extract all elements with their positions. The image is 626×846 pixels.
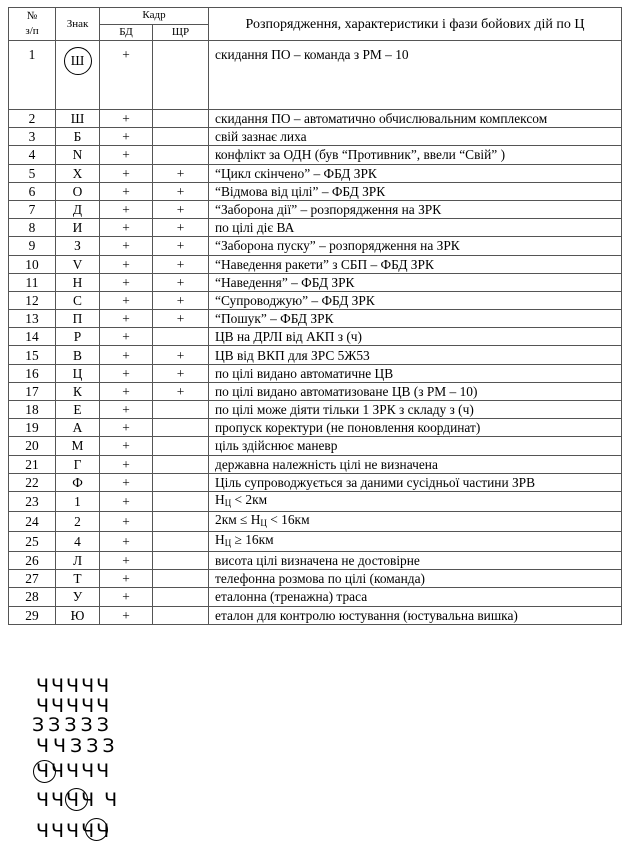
- table-row: [9, 41, 622, 110]
- row-description: еталон для контролю юстування (юстувальна вишка): [209, 606, 622, 624]
- row-bd: +: [100, 219, 153, 237]
- row-number: 26: [9, 551, 56, 569]
- row-shr: [153, 606, 209, 624]
- row-shr: [153, 128, 209, 146]
- row-description: пропуск коректури (не поновлення координат): [209, 419, 622, 437]
- pattern-row: ЧЧЧЧЧ: [36, 760, 112, 782]
- row-sign: Д: [56, 200, 100, 218]
- row-sign: 2: [56, 511, 100, 531]
- row-number: 25: [9, 531, 56, 551]
- row-shr: +: [153, 310, 209, 328]
- row-bd: +: [100, 328, 153, 346]
- row-sign: У: [56, 588, 100, 606]
- row-shr: +: [153, 255, 209, 273]
- circled-sign: Ш: [64, 47, 92, 75]
- row-sign: П: [56, 310, 100, 328]
- table-row: [9, 473, 622, 491]
- row-number: 22: [9, 473, 56, 491]
- row-shr: [153, 588, 209, 606]
- row-description: “Пошук” – ФБД ЗРК: [209, 310, 622, 328]
- marker-circle: [65, 788, 88, 811]
- table-row: [9, 382, 622, 400]
- row-description: по цілі може діяти тільки 1 ЗРК з складу з (ч): [209, 401, 622, 419]
- header-frame: Кадр: [100, 8, 209, 25]
- row-bd: +: [100, 570, 153, 588]
- table-row: [9, 419, 622, 437]
- table-row: [9, 401, 622, 419]
- row-number: 8: [9, 219, 56, 237]
- row-description: свій зазнає лиха: [209, 128, 622, 146]
- table-row: [9, 219, 622, 237]
- row-sign: А: [56, 419, 100, 437]
- row-shr: +: [153, 346, 209, 364]
- row-shr: [153, 328, 209, 346]
- row-sign: Ц: [56, 364, 100, 382]
- row-bd: +: [100, 455, 153, 473]
- row-bd: +: [100, 128, 153, 146]
- row-number: 20: [9, 437, 56, 455]
- row-shr: +: [153, 237, 209, 255]
- row-description: по цілі видано автоматизоване ЦВ (з РМ – 10): [209, 382, 622, 400]
- row-bd: +: [100, 237, 153, 255]
- row-description: ЦВ на ДРЛІ від АКП з (ч): [209, 328, 622, 346]
- row-shr: +: [153, 219, 209, 237]
- row-sign: Ш: [56, 110, 100, 128]
- row-description: ЦВ від ВКП для ЗРС 5Ж53: [209, 346, 622, 364]
- table-row: [9, 455, 622, 473]
- row-number: 16: [9, 364, 56, 382]
- row-shr: +: [153, 164, 209, 182]
- row-shr: +: [153, 291, 209, 309]
- row-bd: +: [100, 437, 153, 455]
- table-row: [9, 531, 622, 551]
- row-bd: +: [100, 182, 153, 200]
- row-sign: К: [56, 382, 100, 400]
- row-bd: +: [100, 310, 153, 328]
- row-description: висота цілі визначена не достовірне: [209, 551, 622, 569]
- header-bd: БД: [100, 24, 153, 41]
- table-row: [9, 437, 622, 455]
- row-number: 18: [9, 401, 56, 419]
- table-row: [9, 128, 622, 146]
- row-sign: Е: [56, 401, 100, 419]
- table-row: [9, 146, 622, 164]
- row-bd: +: [100, 473, 153, 491]
- row-shr: [153, 401, 209, 419]
- row-description: “Наведення ракети” з СБП – ФБД ЗРК: [209, 255, 622, 273]
- row-bd: +: [100, 511, 153, 531]
- table-row: [9, 291, 622, 309]
- row-number: 17: [9, 382, 56, 400]
- row-number: 12: [9, 291, 56, 309]
- row-sign: С: [56, 291, 100, 309]
- table-row: [9, 110, 622, 128]
- table-row: [9, 255, 622, 273]
- row-bd: +: [100, 491, 153, 511]
- row-sign: Ф: [56, 473, 100, 491]
- row-number: 11: [9, 273, 56, 291]
- row-sign: В: [56, 346, 100, 364]
- row-bd: +: [100, 164, 153, 182]
- pattern-row: ЧЧЧЧ Ч: [36, 789, 120, 811]
- row-number: 15: [9, 346, 56, 364]
- row-bd: +: [100, 110, 153, 128]
- row-bd: +: [100, 255, 153, 273]
- table-row: [9, 588, 622, 606]
- row-number: 29: [9, 606, 56, 624]
- row-number: 14: [9, 328, 56, 346]
- row-shr: [153, 146, 209, 164]
- row-sign: N: [56, 146, 100, 164]
- row-description: по цілі видано автоматичне ЦВ: [209, 364, 622, 382]
- row-description: $Н_Ц < 2км$: [209, 491, 622, 511]
- table-header-row: [9, 8, 622, 25]
- row-shr: +: [153, 200, 209, 218]
- row-shr: [153, 110, 209, 128]
- row-shr: +: [153, 364, 209, 382]
- pattern-row: ЧЧЧЧЧ: [36, 675, 112, 697]
- row-description: державна належність цілі не визначена: [209, 455, 622, 473]
- table-row: [9, 182, 622, 200]
- row-sign: Н: [56, 273, 100, 291]
- table-row: [9, 237, 622, 255]
- row-bd: +: [100, 346, 153, 364]
- row-bd: +: [100, 41, 153, 110]
- row-sign: Х: [56, 164, 100, 182]
- row-number: 28: [9, 588, 56, 606]
- row-description: “Заборона пуску” – розпорядження на ЗРК: [209, 237, 622, 255]
- row-sign: 4: [56, 531, 100, 551]
- row-shr: [153, 570, 209, 588]
- pattern-row: ЧЧЧЧЧ: [36, 820, 112, 842]
- row-bd: +: [100, 146, 153, 164]
- row-number: 5: [9, 164, 56, 182]
- row-description: $Н_Ц \ge 16км$: [209, 531, 622, 551]
- row-sign: Ю: [56, 606, 100, 624]
- row-shr: [153, 473, 209, 491]
- row-number: 21: [9, 455, 56, 473]
- row-sign: V: [56, 255, 100, 273]
- row-shr: [153, 511, 209, 531]
- row-description: “Цикл скінчено” – ФБД ЗРК: [209, 164, 622, 182]
- row-number: 24: [9, 511, 56, 531]
- table-row: [9, 346, 622, 364]
- row-bd: +: [100, 401, 153, 419]
- pattern-row: ЧЧЧЧЧ: [36, 695, 112, 717]
- row-number: 23: [9, 491, 56, 511]
- table-row: [9, 364, 622, 382]
- row-description: “Відмова від цілі” – ФБД ЗРК: [209, 182, 622, 200]
- row-number: 13: [9, 310, 56, 328]
- row-sign: М: [56, 437, 100, 455]
- row-shr: [153, 551, 209, 569]
- row-description: “Заборона дії” – розпорядження на ЗРК: [209, 200, 622, 218]
- pattern-row: ЧЧЗЗЗ: [36, 735, 119, 757]
- table-row: [9, 551, 622, 569]
- row-bd: +: [100, 606, 153, 624]
- row-bd: +: [100, 551, 153, 569]
- row-shr: +: [153, 273, 209, 291]
- row-description: телефонна розмова по цілі (команда): [209, 570, 622, 588]
- row-number: 6: [9, 182, 56, 200]
- row-bd: +: [100, 364, 153, 382]
- row-bd: +: [100, 382, 153, 400]
- header-sign: Знак: [56, 8, 100, 41]
- row-shr: [153, 419, 209, 437]
- row-description: $2км \le Н_Ц < 16км$: [209, 511, 622, 531]
- row-number: 19: [9, 419, 56, 437]
- row-number: 4: [9, 146, 56, 164]
- row-shr: [153, 531, 209, 551]
- table-row: [9, 273, 622, 291]
- row-bd: +: [100, 588, 153, 606]
- table-row: [9, 570, 622, 588]
- row-number: 2: [9, 110, 56, 128]
- table-row: [9, 491, 622, 511]
- row-bd: +: [100, 273, 153, 291]
- row-sign: Г: [56, 455, 100, 473]
- marker-circle: [85, 818, 108, 841]
- signs-table: [8, 7, 622, 625]
- row-sign: З: [56, 237, 100, 255]
- row-number: 1: [9, 41, 56, 110]
- row-sign: Л: [56, 551, 100, 569]
- row-description: Ціль супроводжується за даними сусідньої частини ЗРВ: [209, 473, 622, 491]
- row-shr: [153, 41, 209, 110]
- table-row: [9, 164, 622, 182]
- row-sign: Р: [56, 328, 100, 346]
- row-sign: [56, 41, 100, 110]
- row-bd: +: [100, 291, 153, 309]
- row-description: по цілі діє ВА: [209, 219, 622, 237]
- row-sign: Т: [56, 570, 100, 588]
- row-shr: [153, 437, 209, 455]
- row-shr: [153, 491, 209, 511]
- row-description: “Супроводжую” – ФБД ЗРК: [209, 291, 622, 309]
- symbol-pattern: [32, 675, 172, 840]
- row-number: 9: [9, 237, 56, 255]
- pattern-row: ЗЗЗЗЗ: [32, 714, 113, 736]
- row-sign: 1: [56, 491, 100, 511]
- row-sign: О: [56, 182, 100, 200]
- table-row: [9, 200, 622, 218]
- row-sign: Б: [56, 128, 100, 146]
- table-row: [9, 310, 622, 328]
- marker-circle: [33, 760, 56, 783]
- row-shr: +: [153, 382, 209, 400]
- row-bd: +: [100, 419, 153, 437]
- row-description: скидання ПО – автоматично обчислювальним комплексом: [209, 110, 622, 128]
- table-row: [9, 606, 622, 624]
- row-description: ціль здійснює маневр: [209, 437, 622, 455]
- row-bd: +: [100, 531, 153, 551]
- row-description: еталонна (тренажна) траса: [209, 588, 622, 606]
- table-row: [9, 328, 622, 346]
- header-description: Розпорядження, характеристики і фази бойових дій по Ц: [209, 8, 622, 41]
- row-number: 10: [9, 255, 56, 273]
- row-number: 3: [9, 128, 56, 146]
- header-num: № з/п: [9, 8, 56, 41]
- row-number: 27: [9, 570, 56, 588]
- row-shr: [153, 455, 209, 473]
- row-description: скидання ПО – команда з РМ – 10: [209, 41, 622, 110]
- table-row: [9, 511, 622, 531]
- row-description: конфлікт за ОДН (був “Противник”, ввели “Свій” ): [209, 146, 622, 164]
- row-sign: И: [56, 219, 100, 237]
- row-description: “Наведення” – ФБД ЗРК: [209, 273, 622, 291]
- row-number: 7: [9, 200, 56, 218]
- row-bd: +: [100, 200, 153, 218]
- header-shr: ЩР: [153, 24, 209, 41]
- row-shr: +: [153, 182, 209, 200]
